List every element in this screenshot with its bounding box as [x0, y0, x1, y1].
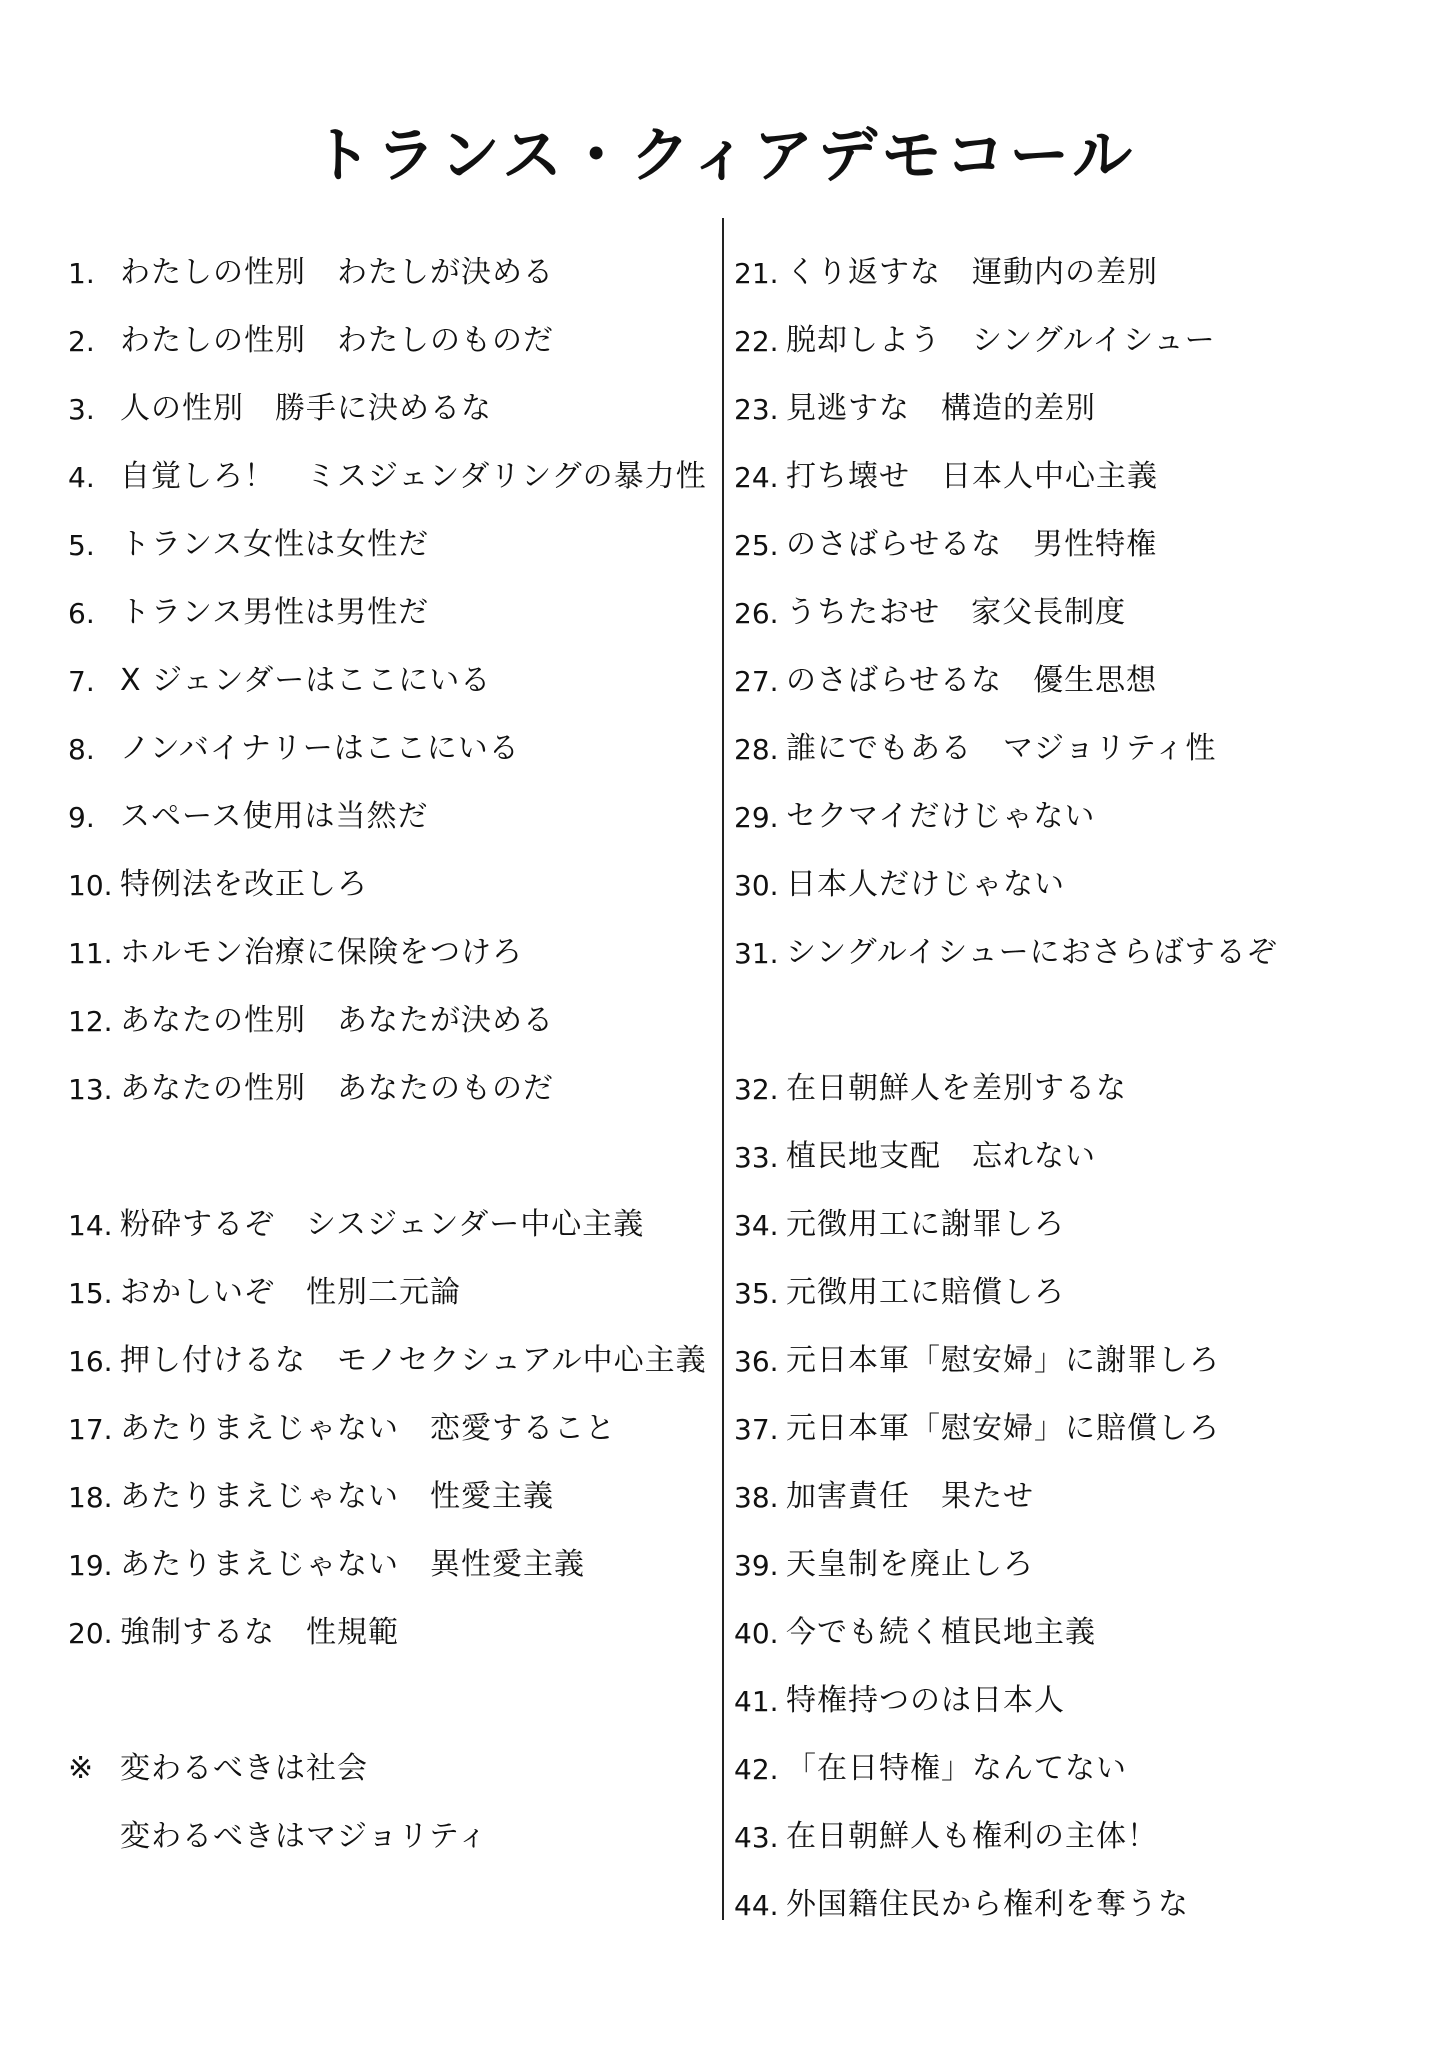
- item-text: あたりまえじゃない 恋愛すること: [120, 1411, 616, 1446]
- spacer: [734, 976, 1394, 1044]
- call-item: [68, 1316, 728, 1384]
- page-title: トランス・クィアデモコール: [311, 121, 1137, 191]
- item-text: おかしいぞ 性別二元論: [120, 1275, 461, 1310]
- call-item: [734, 364, 1394, 432]
- item-text: のさばらせるな 優生思想: [786, 663, 1158, 698]
- item-text: 見逃すな 構造的差別: [786, 391, 1096, 426]
- item-text: シングルイシューにおさらばするぞ: [786, 935, 1278, 970]
- right-column: [734, 228, 1394, 1928]
- item-number: 8.: [68, 733, 95, 766]
- call-item: [68, 1520, 728, 1588]
- item-number: 2.: [68, 325, 95, 358]
- call-item: [68, 1588, 728, 1656]
- item-text: 元日本軍「慰安婦」に謝罪しろ: [786, 1343, 1220, 1378]
- left-column: [68, 228, 728, 1860]
- call-item: [734, 704, 1394, 772]
- item-text: あたりまえじゃない 性愛主義: [120, 1479, 554, 1514]
- call-item: [734, 1860, 1394, 1928]
- item-number: 34.: [734, 1209, 779, 1242]
- call-item: [68, 636, 728, 704]
- item-number: 29.: [734, 801, 779, 834]
- call-item: [68, 1044, 728, 1112]
- item-text: のさばらせるな 男性特権: [786, 527, 1158, 562]
- item-text: 人の性別 勝手に決めるな: [120, 391, 492, 426]
- item-text: 打ち壊せ 日本人中心主義: [786, 459, 1158, 494]
- item-number: 9.: [68, 801, 95, 834]
- item-text: 今でも続く植民地主義: [786, 1615, 1096, 1650]
- call-item: [734, 228, 1394, 296]
- call-item: [68, 568, 728, 636]
- item-text: あたりまえじゃない 異性愛主義: [120, 1547, 585, 1582]
- item-number: 23.: [734, 393, 779, 426]
- item-text: くり返すな 運動内の差別: [786, 255, 1158, 290]
- item-number: 31.: [734, 937, 779, 970]
- call-item: [734, 1792, 1394, 1860]
- item-number: 43.: [734, 1821, 779, 1854]
- item-number: 26.: [734, 597, 779, 630]
- item-number: 28.: [734, 733, 779, 766]
- call-item: [68, 704, 728, 772]
- item-number: 1.: [68, 257, 95, 290]
- call-item: [734, 1248, 1394, 1316]
- item-number: 19.: [68, 1549, 113, 1582]
- item-number: 14.: [68, 1209, 113, 1242]
- call-item: [68, 364, 728, 432]
- call-item: [734, 1520, 1394, 1588]
- item-text: トランス女性は女性だ: [120, 527, 430, 562]
- item-number: 11.: [68, 937, 113, 970]
- call-item: [734, 1724, 1394, 1792]
- item-text: 天皇制を廃止しろ: [786, 1547, 1034, 1582]
- item-text: 元徴用工に賠償しろ: [786, 1275, 1065, 1310]
- item-number: 16.: [68, 1345, 113, 1378]
- item-text: 特例法を改正しろ: [120, 867, 368, 902]
- call-item: [68, 500, 728, 568]
- call-item: [734, 1044, 1394, 1112]
- item-number: 20.: [68, 1617, 113, 1650]
- call-item: [68, 840, 728, 908]
- item-text: 外国籍住民から権利を奪うな: [786, 1887, 1189, 1922]
- spacer: [68, 1112, 728, 1180]
- call-item: [734, 568, 1394, 636]
- call-item: [734, 1656, 1394, 1724]
- item-number: 24.: [734, 461, 779, 494]
- call-item: [68, 1724, 728, 1792]
- item-number: 44.: [734, 1889, 779, 1922]
- item-text: わたしの性別 わたしが決める: [120, 255, 554, 290]
- item-number: 40.: [734, 1617, 779, 1650]
- item-number: 6.: [68, 597, 95, 630]
- item-text: 変わるべきは社会: [120, 1751, 368, 1786]
- call-item: [68, 432, 728, 500]
- call-item: [68, 296, 728, 364]
- item-number: 12.: [68, 1005, 113, 1038]
- item-text: 自覚しろ！ ミスジェンダリングの暴力性: [120, 459, 707, 494]
- item-number: 18.: [68, 1481, 113, 1514]
- call-item: [734, 908, 1394, 976]
- item-number: 22.: [734, 325, 779, 358]
- call-item: [734, 1588, 1394, 1656]
- item-text: 元徴用工に謝罪しろ: [786, 1207, 1065, 1242]
- item-number: 7.: [68, 665, 95, 698]
- item-text: あなたの性別 あなたが決める: [120, 1003, 554, 1038]
- item-text: 在日朝鮮人を差別するな: [786, 1071, 1127, 1106]
- item-text: 粉砕するぞ シスジェンダー中心主義: [120, 1207, 645, 1242]
- item-text: 誰にでもある マジョリティ性: [786, 731, 1217, 766]
- call-item: [734, 1316, 1394, 1384]
- item-number: 38.: [734, 1481, 779, 1514]
- item-number: 3.: [68, 393, 95, 426]
- item-text: トランス男性は男性だ: [120, 595, 430, 630]
- item-text: 在日朝鮮人も権利の主体！: [786, 1819, 1158, 1854]
- item-number: 13.: [68, 1073, 113, 1106]
- item-number: 5.: [68, 529, 95, 562]
- item-text: 変わるべきはマジョリティ: [120, 1819, 489, 1854]
- item-number: 39.: [734, 1549, 779, 1582]
- item-number: 15.: [68, 1277, 113, 1310]
- call-item: [68, 1384, 728, 1452]
- item-number: 30.: [734, 869, 779, 902]
- item-number: 33.: [734, 1141, 779, 1174]
- item-text: 強制するな 性規範: [120, 1615, 399, 1650]
- item-text: セクマイだけじゃない: [786, 799, 1096, 834]
- item-text: 元日本軍「慰安婦」に賠償しろ: [786, 1411, 1220, 1446]
- call-item: [734, 500, 1394, 568]
- call-item: [68, 1792, 728, 1860]
- item-number: 32.: [734, 1073, 779, 1106]
- call-item: [734, 1384, 1394, 1452]
- call-item: [734, 772, 1394, 840]
- item-number: 25.: [734, 529, 779, 562]
- call-item: [734, 296, 1394, 364]
- item-text: 日本人だけじゃない: [786, 867, 1065, 902]
- item-text: 加害責任 果たせ: [786, 1479, 1034, 1514]
- item-number: 21.: [734, 257, 779, 290]
- item-text: ノンバイナリーはここにいる: [120, 731, 520, 766]
- item-number: 10.: [68, 869, 113, 902]
- item-text: 特権持つのは日本人: [786, 1683, 1065, 1718]
- call-item: [68, 1452, 728, 1520]
- item-number: ※: [68, 1751, 94, 1786]
- item-text: スペース使用は当然だ: [120, 799, 429, 834]
- item-number: 36.: [734, 1345, 779, 1378]
- item-text: 植民地支配 忘れない: [786, 1139, 1096, 1174]
- item-text: あなたの性別 あなたのものだ: [120, 1071, 554, 1106]
- call-item: [734, 636, 1394, 704]
- item-text: わたしの性別 わたしのものだ: [120, 323, 554, 358]
- item-number: 42.: [734, 1753, 779, 1786]
- item-text: 押し付けるな モノセクシュアル中心主義: [120, 1343, 707, 1378]
- call-item: [68, 976, 728, 1044]
- item-number: 37.: [734, 1413, 779, 1446]
- call-item: [734, 840, 1394, 908]
- item-text: 「在日特権」なんてない: [786, 1751, 1127, 1786]
- item-text: うちたおせ 家父長制度: [786, 595, 1127, 630]
- item-number: 17.: [68, 1413, 113, 1446]
- item-text: 脱却しよう シングルイシュー: [786, 323, 1216, 358]
- call-item: [68, 1180, 728, 1248]
- item-number: 27.: [734, 665, 779, 698]
- item-text: X ジェンダーはここにいる: [120, 663, 492, 698]
- item-number: 35.: [734, 1277, 779, 1310]
- call-item: [734, 1452, 1394, 1520]
- call-item: [68, 772, 728, 840]
- spacer: [68, 1656, 728, 1724]
- call-item: [734, 1180, 1394, 1248]
- item-text: ホルモン治療に保険をつけろ: [120, 935, 523, 970]
- call-item: [68, 908, 728, 976]
- item-number: 4.: [68, 461, 95, 494]
- call-item: [68, 1248, 728, 1316]
- call-item: [734, 432, 1394, 500]
- call-item: [68, 228, 728, 296]
- call-item: [734, 1112, 1394, 1180]
- item-number: 41.: [734, 1685, 779, 1718]
